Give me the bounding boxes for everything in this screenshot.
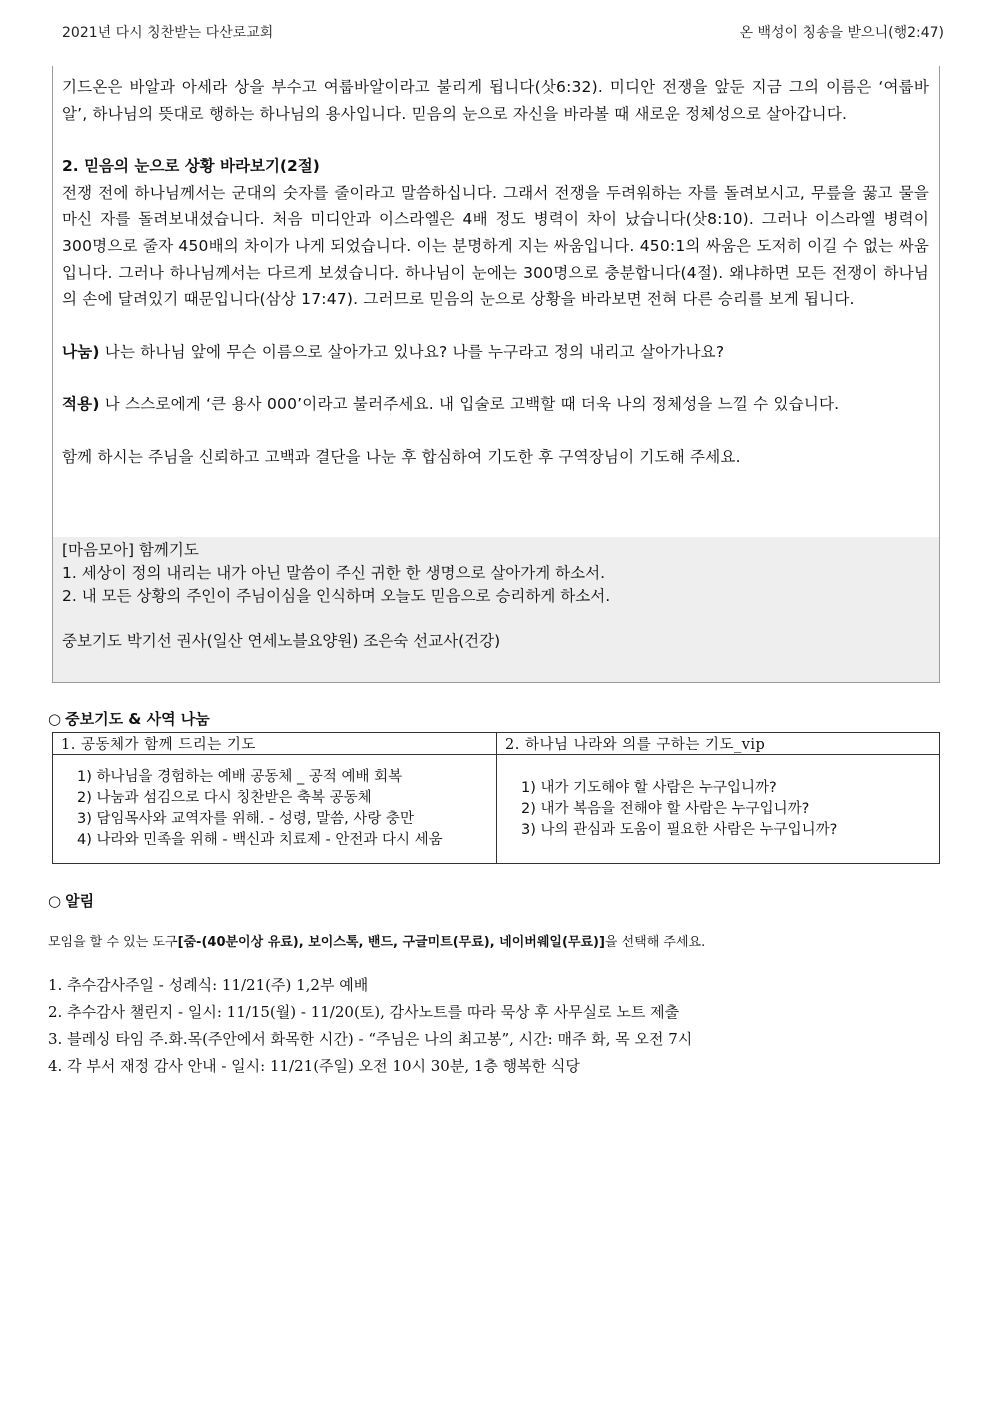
list-item: 1) 내가 기도해야 할 사람은 누구입니까? bbox=[521, 779, 777, 796]
notice-intro-tools: [줌-(40분이상 유료), 보이스톡, 밴드, 구글미트(무료), 네이버웨일(무료)] bbox=[177, 935, 605, 950]
notice-section-title bbox=[48, 890, 94, 911]
share-question bbox=[62, 339, 929, 366]
apply-question bbox=[62, 391, 929, 418]
col1-cell bbox=[53, 755, 497, 864]
prayer-item-2: 2. 내 모든 상황의 주인이 주님이심을 인식하며 오늘도 믿음으로 승리하게 하소서. bbox=[62, 587, 611, 605]
list-item: 3) 나의 관심과 도움이 필요한 사람은 누구입니까? bbox=[521, 821, 838, 838]
paragraph-battle: 전쟁 전에 하나님께서는 군대의 숫자를 줄이라고 말씀하십니다. 그래서 전쟁을 두려워하는 자를 돌려보시고, 무릎을 꿇고 물을 마신 자를 돌려보내셨습니다. 처음 미디안과 이스라엘은 4배 정도 병력이 차이 났습니다(삿8:10). 그러나 이스라엘 병력이 300명으로 줄자 450배의 차이가 나게 되었습니다. 이는 분명하게 지는 싸움입니다. 450:1의 싸움은 도저히 이길 수 없는 싸움입니다. 그러나 하나님께서는 다르게 보셨습니다. 하나님이 눈에는 300명으로 충분합니다(4절). 왜냐하면 모든 전쟁이 하나님의 손에 달려있기 때문입니다(삼상 17:47). 그러므로 믿음의 눈으로 상황을 바라보면 전혀 다른 승리를 보게 됩니다. bbox=[62, 183, 929, 309]
closing-instruction: 함께 하시는 주님을 신뢰하고 고백과 결단을 나눈 후 합심하여 기도한 후 구역장님이 기도해 주세요. bbox=[62, 447, 741, 466]
apply-text: 나 스스로에게 ‘큰 용사 000’이라고 불러주세요. 내 입술로 고백할 때 더욱 나의 정체성을 느낄 수 있습니다. bbox=[99, 395, 840, 414]
col1-header: 1. 공동체가 함께 드리는 기도 bbox=[53, 733, 497, 755]
intercession-section-title bbox=[48, 708, 210, 729]
share-label: 나눔) bbox=[62, 342, 100, 361]
share-text: 나는 하나님 앞에 무슨 이름으로 살아가고 있나요? 나를 누구라고 정의 내리고 살아가나요? bbox=[99, 342, 725, 361]
prayer-title: [마음모아] 함께기도 bbox=[62, 541, 199, 559]
list-item: 2) 내가 복음을 전해야 할 사람은 누구입니까? bbox=[521, 800, 810, 817]
prayer-item-1: 1. 세상이 정의 내리는 내가 아닌 말씀이 주신 귀한 한 생명으로 살아가게 하소서. bbox=[62, 564, 606, 582]
col2-cell bbox=[497, 755, 940, 864]
list-item: 3) 담임목사와 교역자를 위해. - 성령, 말씀, 사랑 충만 bbox=[77, 811, 414, 827]
notice-intro-pre: 모임을 할 수 있는 도구 bbox=[48, 935, 178, 950]
paragraph-gideon: 기드온은 바알과 아세라 상을 부수고 여룹바알이라고 불리게 됩니다(삿6:32). 미디안 전쟁을 앞둔 지금 그의 이름은 ‘여룹바알’, 하나님의 뜻대로 행하는 하나님의 용사입니다. 믿음의 눈으로 자신을 바라볼 때 새로운 정체성으로 살아갑니다. bbox=[62, 78, 929, 123]
page-header bbox=[62, 22, 944, 42]
list-item: 4) 나라와 민족을 위해 - 백신과 치료제 - 안전과 다시 세움 bbox=[77, 832, 443, 848]
intercession-title-text: 중보기도 & 사역 나눔 bbox=[65, 710, 210, 728]
col2-header: 2. 하나님 나라와 의를 구하는 기도_vip bbox=[497, 733, 940, 755]
section-heading-2: 2. 믿음의 눈으로 상황 바라보기(2절) bbox=[62, 157, 320, 176]
table-header-row bbox=[53, 733, 940, 755]
circle-bullet-icon: ○ bbox=[48, 710, 62, 728]
intercession-names: 중보기도 박기선 권사(일산 연세노블요양원) 조은숙 선교사(건강) bbox=[62, 632, 501, 650]
header-right-title: 온 백성이 칭송을 받으니(행2:47) bbox=[739, 25, 944, 41]
notice-list bbox=[48, 972, 692, 1080]
notice-intro bbox=[48, 931, 705, 950]
list-item: 4. 각 부서 재정 감사 안내 - 일시: 11/21(주일) 오전 10시 30분, 1층 행복한 식당 bbox=[48, 1057, 580, 1075]
notice-intro-post: 을 선택해 주세요. bbox=[604, 935, 706, 950]
list-item: 3. 블레싱 타임 주.화.목(주안에서 화목한 시간) - “주님은 나의 최고봉”, 시간: 매주 화, 목 오전 7시 bbox=[48, 1030, 693, 1048]
notice-title-text: 알림 bbox=[65, 892, 95, 910]
list-item: 1. 추수감사주일 - 성례식: 11/21(주) 1,2부 예배 bbox=[48, 976, 369, 994]
sermon-box bbox=[52, 66, 940, 683]
apply-label: 적용) bbox=[62, 395, 100, 414]
header-left-title: 2021년 다시 칭찬받는 다산로교회 bbox=[62, 25, 274, 41]
prayer-table bbox=[52, 732, 940, 864]
list-item: 2) 나눔과 섬김으로 다시 칭찬받은 축복 공동체 bbox=[77, 790, 372, 806]
circle-bullet-icon: ○ bbox=[48, 892, 62, 910]
prayer-area bbox=[53, 537, 939, 682]
list-item: 1) 하나님을 경험하는 예배 공동체 _ 공적 예배 회복 bbox=[77, 769, 403, 785]
list-item: 2. 추수감사 챌린지 - 일시: 11/15(월) - 11/20(토), 감사노트를 따라 묵상 후 사무실로 노트 제출 bbox=[48, 1003, 680, 1021]
table-row bbox=[53, 755, 940, 864]
